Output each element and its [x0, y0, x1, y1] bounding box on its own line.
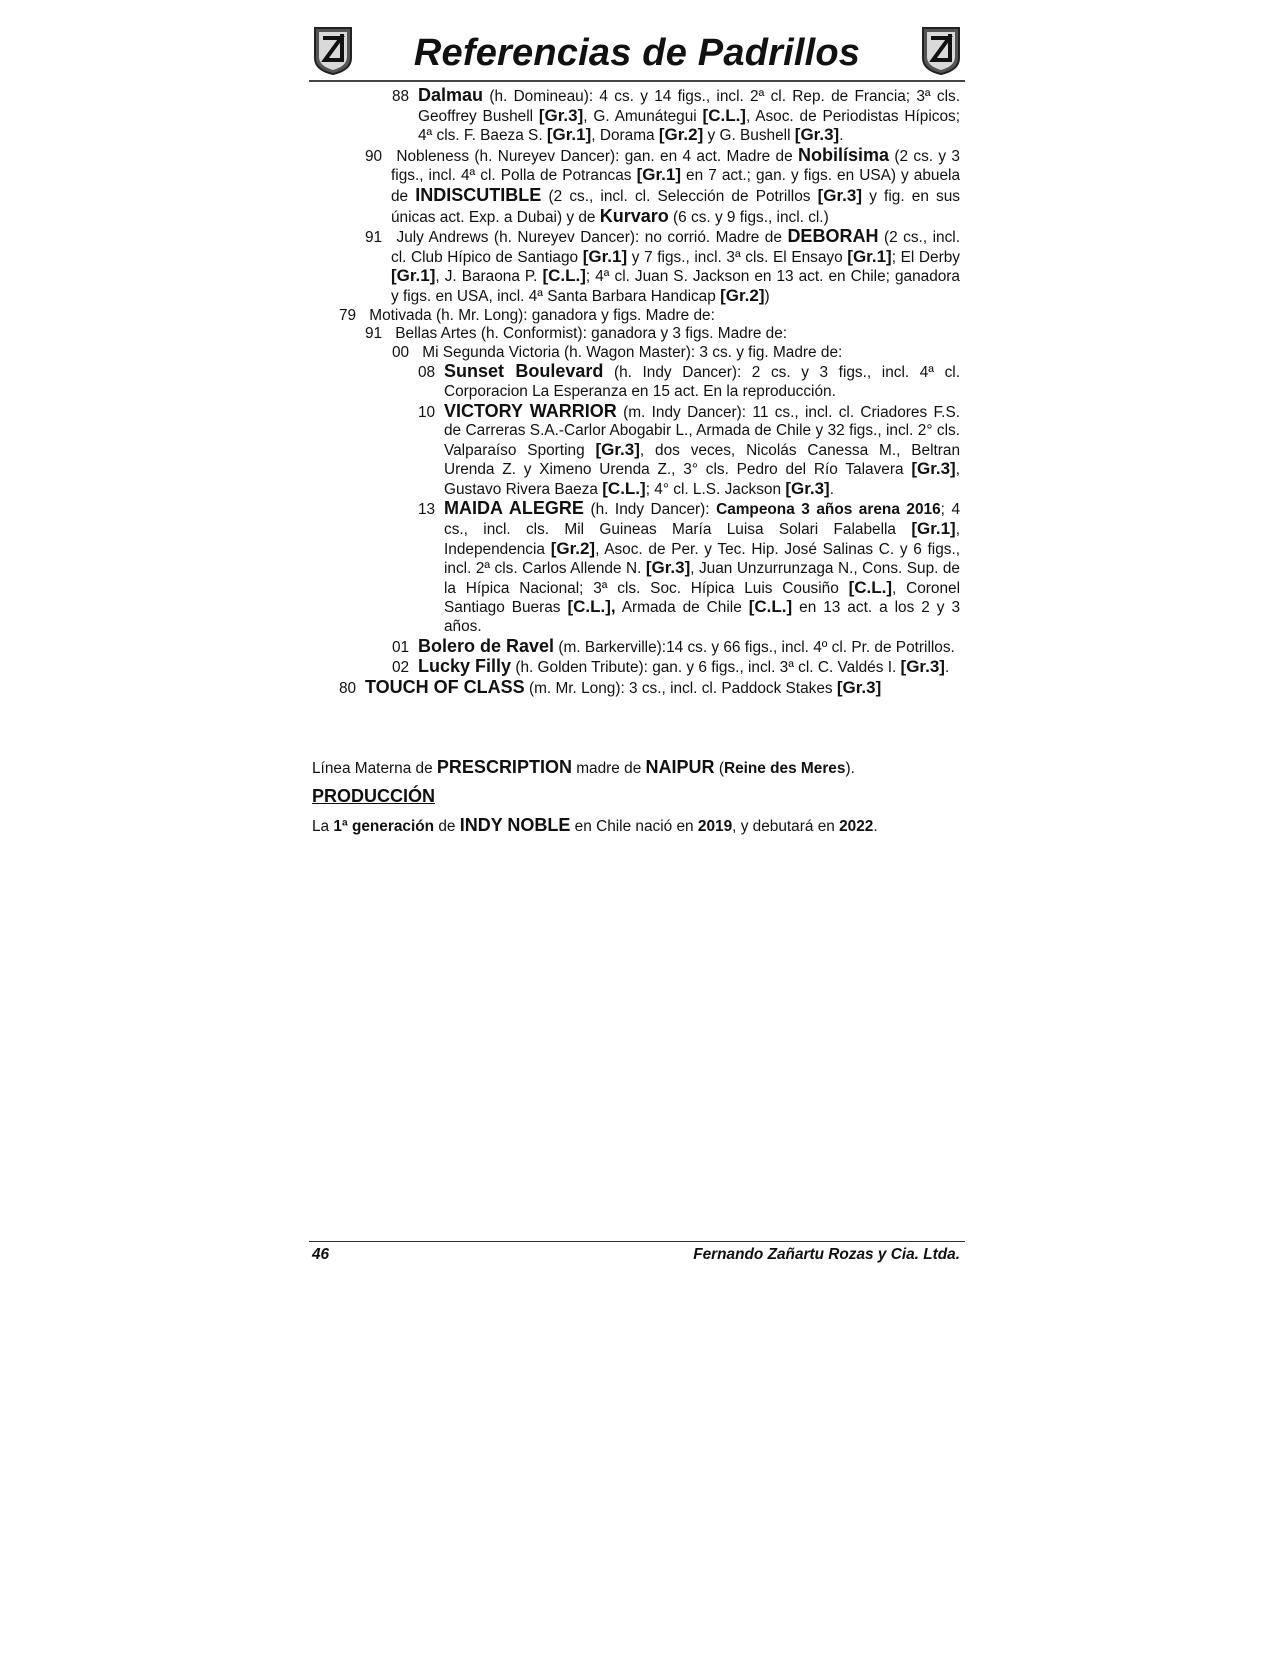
pedigree-entry [312, 227, 960, 306]
race-grade: [Gr.1] [636, 165, 681, 185]
horse-name: NAIPUR [645, 757, 715, 777]
text-run: ; 4ª cl. Juan S. Jackson en 13 act. en Chile; ganadora y figs. en USA, incl. 4ª Santa Barbara Handicap [391, 268, 960, 305]
pedigree-entry [312, 86, 960, 146]
text-run: (2 cs. y 3 figs., incl. 4ª cl. Polla de Potrancas [391, 147, 960, 185]
entry-year: 13 [418, 501, 436, 519]
text-run: Campeona 3 años arena 2016 [716, 501, 941, 519]
text-run: , dos veces, Nicolás Canessa M., Beltran Urenda Z. y Ximeno Urenda Z., 3° cls. Pedro del Río Talavera [444, 441, 961, 479]
text-run: ; 4 cs., incl. cls. Mil Guineas María Luisa Solari Falabella [444, 501, 960, 539]
pedigree-entry [312, 146, 960, 227]
horse-name: TOUCH OF CLASS [365, 676, 525, 697]
pedigree-entry [312, 402, 960, 500]
text-run: de [434, 818, 460, 835]
text-run: ). [845, 760, 855, 777]
horse-name: DEBORAH [787, 226, 879, 247]
horse-name: Nobilísima [797, 144, 890, 165]
text-run: en Chile nació en [570, 818, 698, 835]
text-run: (h. Golden Tribute): gan. y 6 figs., incl. 3ª cl. C. Valdés I. [511, 659, 901, 677]
entry-year: 01 [392, 638, 410, 656]
horse-name: MAIDA ALEGRE [444, 498, 584, 519]
race-grade: [Gr.3] [794, 125, 840, 145]
text-run: (2 cs., incl. cl. Club Hípico de Santiago [391, 229, 960, 266]
entry-year: 00 [392, 343, 410, 361]
race-grade: [Gr.3] [836, 677, 882, 697]
text-run: , Juan Unzurrunzaga N., Cons. Sup. de la Hípica Nacional; 3ª cls. Soc. Hípica Luis Cousiño [444, 560, 960, 597]
race-grade: [Gr.1] [847, 246, 892, 266]
horse-name: Dalmau [418, 85, 484, 105]
text-run: en 13 act. a los 2 y 3 años. [444, 599, 960, 636]
pedigree-entry [312, 307, 960, 326]
text-run: , Gustavo Rivera Baeza [444, 461, 960, 498]
pedigree-entry [312, 657, 960, 678]
pedigree-entries [312, 86, 960, 698]
entry-year: 08 [418, 364, 436, 382]
horse-name: VICTORY WARRIOR [444, 400, 617, 421]
pedigree-entry [312, 344, 960, 363]
text-run: ) [764, 287, 770, 305]
entry-year: 02 [392, 659, 410, 677]
produccion-heading: PRODUCCIÓN [312, 786, 436, 806]
zr-logo-icon [917, 24, 965, 76]
text-run: Mi Segunda Victoria (h. Wagon Master): 3 cs. y fig. Madre de: [418, 343, 843, 361]
race-grade: [Gr.3] [911, 459, 956, 479]
pedigree-entry [312, 362, 960, 401]
race-grade: [Gr.3] [900, 657, 945, 677]
horse-name: Bolero de Ravel [418, 635, 555, 656]
page-title: Referencias de Padrillos [413, 32, 861, 74]
race-grade: [Gr.3] [785, 478, 830, 498]
entry-year: 79 [339, 306, 357, 324]
page-header [309, 22, 965, 86]
text-run: , J. Baraona P. [435, 268, 543, 286]
text-run: , y debutará en [732, 818, 840, 835]
pedigree-entry [312, 637, 960, 658]
entry-year: 91 [365, 229, 383, 247]
text-run: en 7 act.; gan. y figs. en USA) y abuela de [391, 167, 961, 205]
text-run: , Asoc. de Periodistas Hípicos; 4ª cls. F. Baeza S. [418, 107, 960, 145]
race-grade: [Gr.3] [595, 439, 640, 459]
entry-year: 10 [418, 403, 436, 421]
text-run: 2022 [839, 818, 874, 835]
text-run: Reine des Meres [723, 760, 846, 777]
entry-year: 88 [392, 88, 410, 105]
text-run: ; 4° cl. L.S. Jackson [645, 480, 786, 498]
text-run: (h. Indy Dancer): 2 cs. y 3 figs., incl. 4ª cl. Corporacion La Esperanza en 15 act. En la reproducción. [444, 364, 960, 400]
race-grade: [Gr.2] [658, 125, 704, 145]
text-run: Motivada (h. Mr. Long): ganadora y figs. Madre de: [365, 306, 715, 324]
pedigree-entry [312, 678, 960, 699]
race-grade: [C.L.] [702, 105, 746, 125]
horse-name: Lucky Filly [418, 656, 512, 677]
header-divider [309, 80, 965, 82]
text-run: July Andrews (h. Nureyev Dancer): no corrió. Madre de [391, 229, 788, 247]
text-run: 2019 [697, 818, 733, 835]
race-grade: [C.L.], [567, 597, 616, 617]
text-run: y G. Bushell [703, 127, 795, 145]
text-run: ( [714, 760, 724, 777]
race-grade: [Gr.1] [911, 519, 956, 539]
text-run: . [873, 818, 878, 835]
page-footer [312, 1246, 960, 1264]
horse-name: Sunset Boulevard [444, 361, 604, 382]
text-run: Nobleness (h. Nureyev Dancer): gan. en 4 act. Madre de [391, 147, 798, 165]
text-run: . [839, 127, 844, 145]
race-grade: [Gr.2] [550, 538, 596, 558]
text-run: (m. Barkerville):14 cs. y 66 figs., incl. 4º cl. Pr. de Potrillos. [554, 638, 955, 656]
text-run: , G. Amunátegui [583, 107, 703, 125]
horse-name: INDY NOBLE [459, 815, 571, 835]
text-run: madre de [571, 760, 646, 777]
race-grade: [C.L.] [542, 266, 586, 286]
horse-name: INDISCUTIBLE [415, 184, 542, 205]
text-run: ; El Derby [891, 248, 960, 266]
text-run: , Asoc. de Per. y Tec. Hip. José Salinas C. y 6 figs., incl. 2ª cls. Carlos Allende N. [444, 540, 961, 578]
text-run: 1ª generación [333, 818, 435, 835]
text-run: (h. Domineau): 4 cs. y 14 figs., incl. 2ª cl. Rep. de Francia; 3ª cls. Geoffrey Bushell [418, 88, 960, 125]
text-run: La [312, 818, 334, 835]
text-run: y 7 figs., incl. 3ª cls. El Ensayo [627, 248, 848, 266]
race-grade: [Gr.1] [391, 266, 436, 286]
race-grade: [Gr.1] [582, 246, 628, 266]
text-run: (m. Mr. Long): 3 cs., incl. cl. Paddock Stakes [524, 679, 837, 697]
footer-company: Fernando Zañartu Rozas y Cia. Ltda. [693, 1246, 960, 1263]
pedigree-entry [312, 499, 960, 636]
text-run: (h. Indy Dancer): [583, 501, 717, 519]
linea-materna [312, 757, 960, 778]
produccion-text [312, 815, 960, 836]
entry-year: 80 [339, 679, 357, 697]
text-run: , Coronel Santiago Bueras [444, 579, 961, 617]
race-grade: [C.L.] [848, 577, 893, 597]
text-run: . [944, 659, 950, 677]
text-run: , Independencia [444, 521, 960, 558]
entry-year: 91 [365, 325, 383, 343]
text-run: . [829, 480, 834, 498]
text-run: Armada de Chile [615, 599, 749, 617]
text-run: , Dorama [591, 127, 659, 145]
text-run: Bellas Artes (h. Conformist): ganadora y 3 figs. Madre de: [391, 325, 788, 343]
footer-divider [309, 1241, 965, 1242]
race-grade: [C.L.] [748, 597, 793, 617]
race-grade: [Gr.3] [645, 558, 691, 578]
page-number: 46 [312, 1246, 330, 1263]
text-run: y fig. en sus únicas act. Exp. a Dubai) y de [391, 187, 960, 226]
text-run: (2 cs., incl. cl. Selección de Potrillos [541, 187, 818, 205]
race-grade: [Gr.3] [538, 105, 584, 125]
horse-name: PRESCRIPTION [436, 757, 572, 777]
text-run: Línea Materna de [312, 760, 437, 777]
race-grade: [C.L.] [602, 478, 646, 498]
horse-name: Kurvaro [599, 205, 669, 226]
entry-year: 90 [365, 147, 383, 165]
race-grade: [Gr.1] [546, 125, 592, 145]
race-grade: [Gr.2] [720, 285, 765, 305]
text-run: (m. Indy Dancer): 11 cs., incl. cl. Criadores F.S. de Carreras S.A.-Carlor Abogabir L., Armada de Chile y 32 figs., incl. 2° cls. Valparaíso Sporting [444, 403, 960, 459]
race-grade: [Gr.3] [817, 185, 863, 205]
pedigree-entry [312, 325, 960, 344]
text-run: (6 cs. y 9 figs., incl. cl.) [668, 208, 829, 226]
